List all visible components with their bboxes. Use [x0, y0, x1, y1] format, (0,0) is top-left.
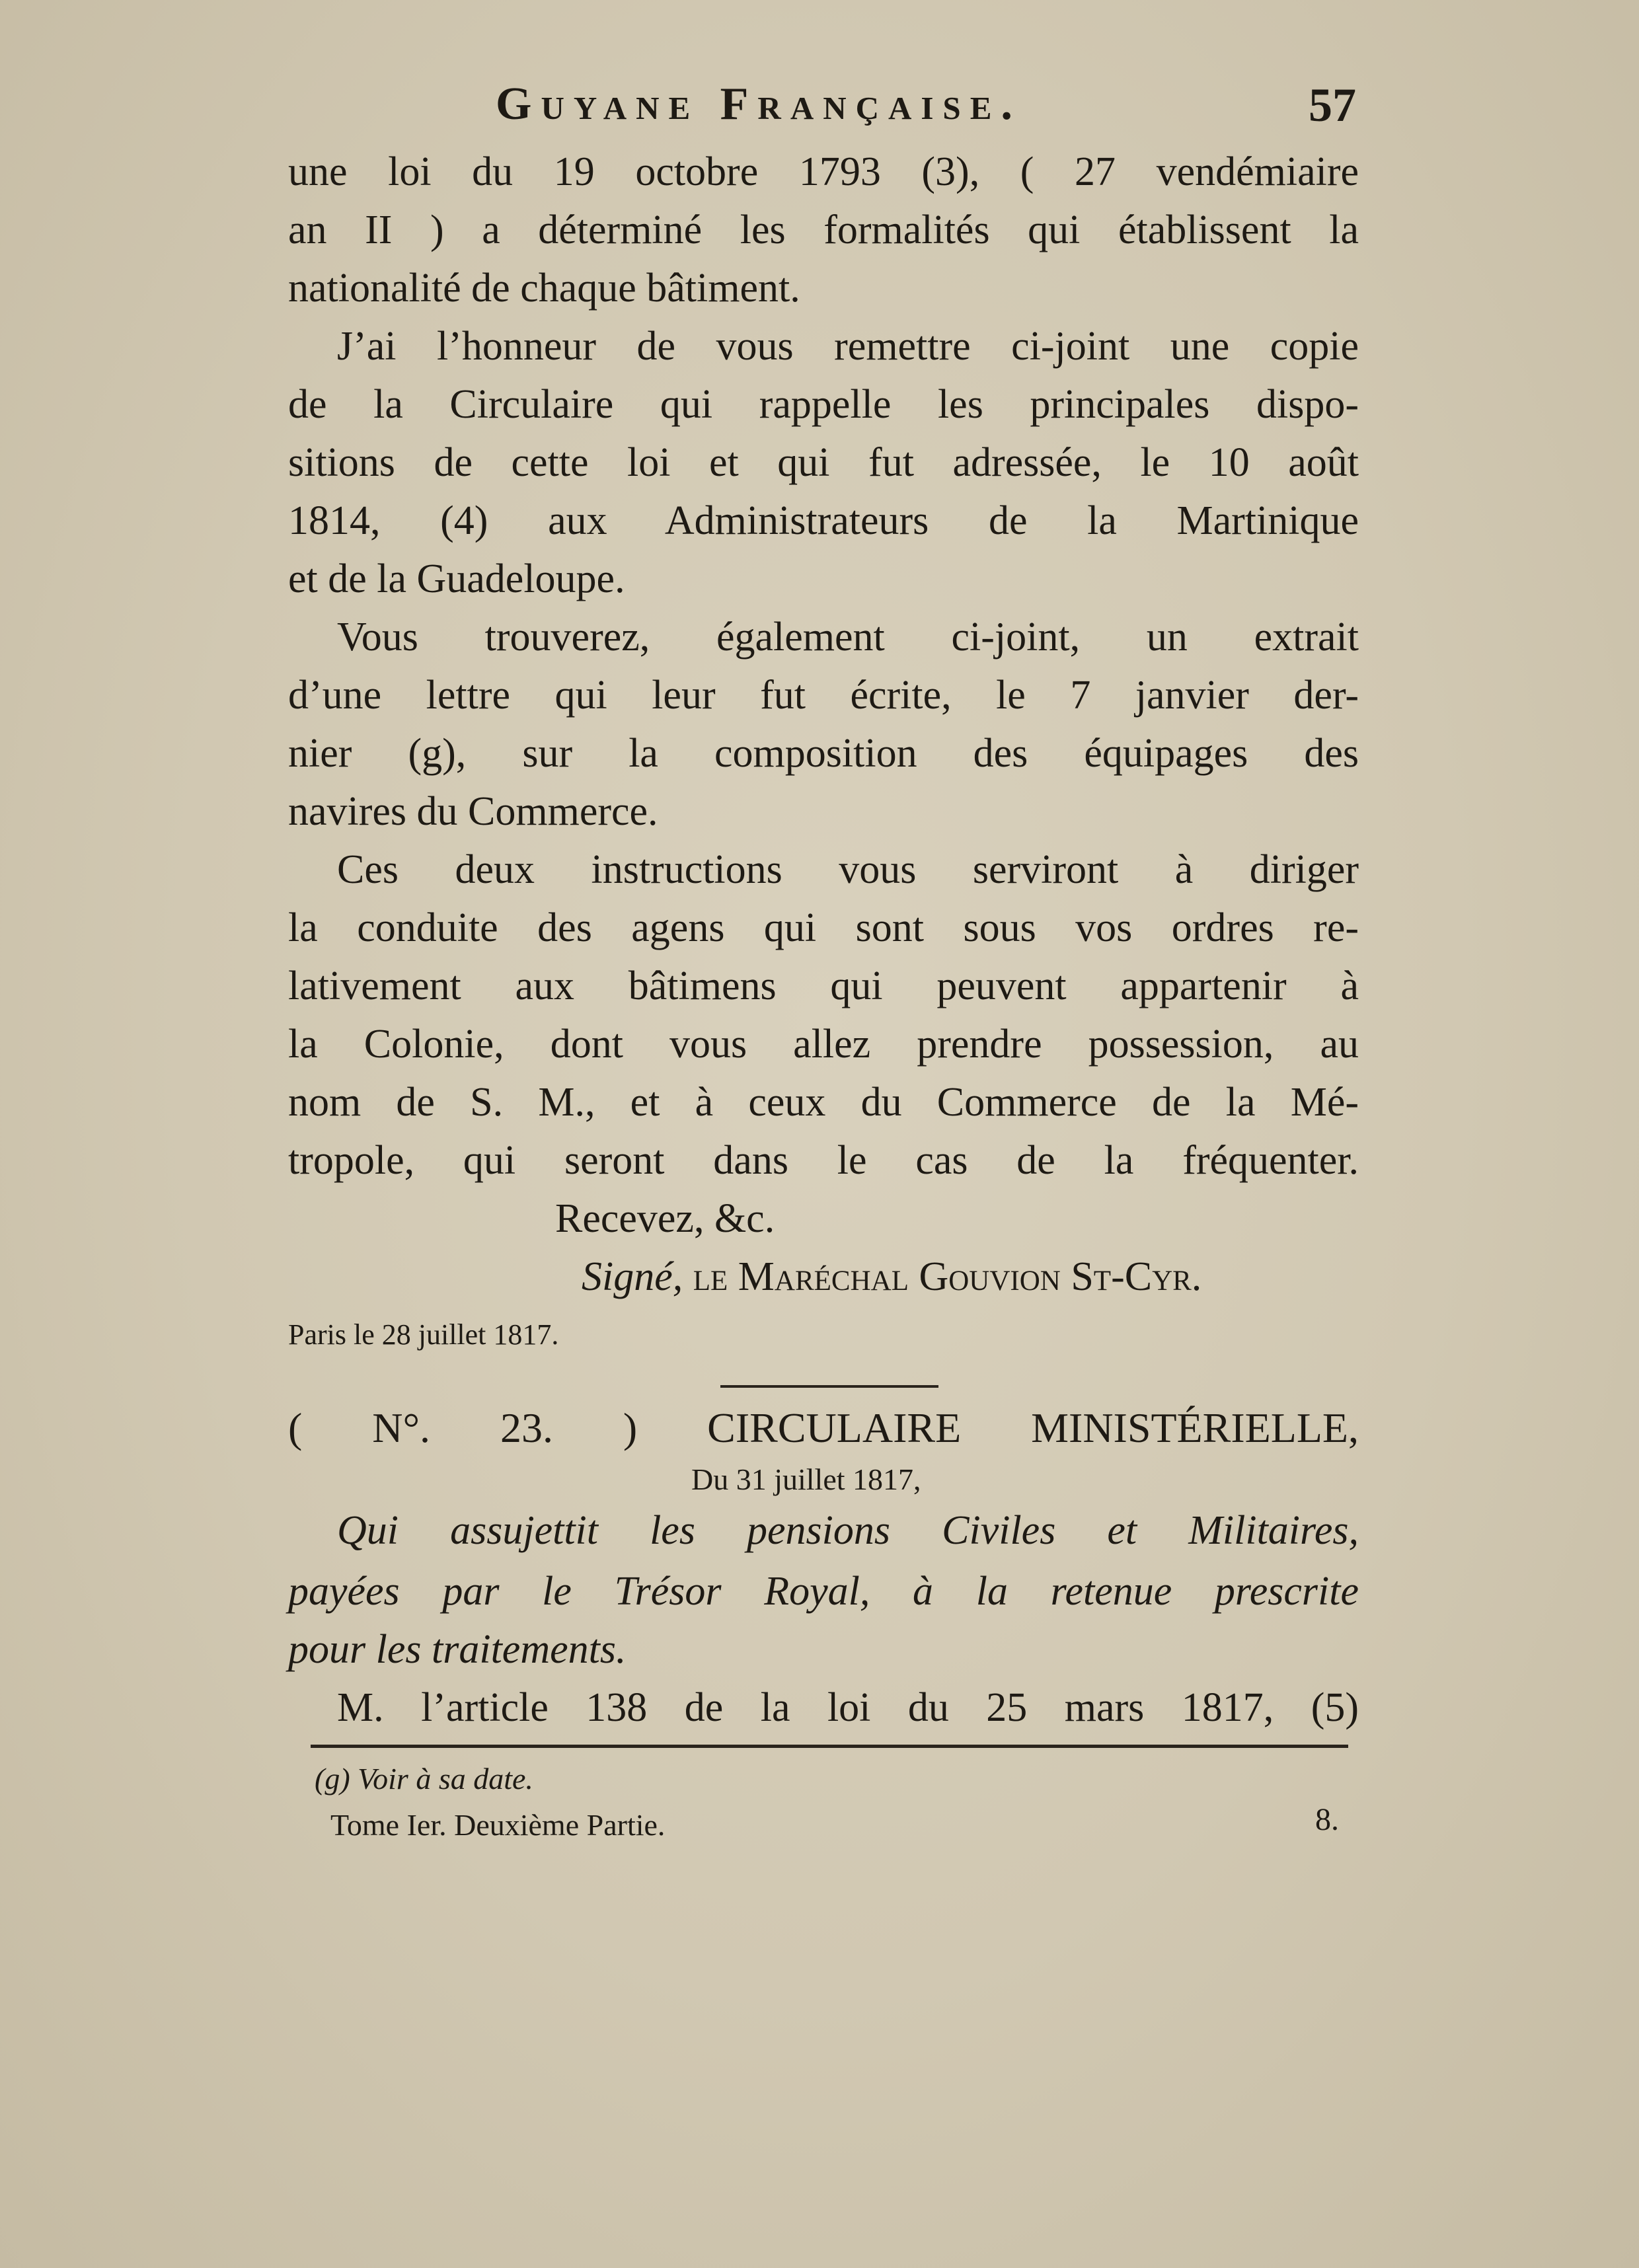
circular-subject-line: payées par le Trésor Royal, à la retenue prescrite: [288, 1569, 1359, 1614]
body-line: J’ai l’honneur de vous remettre ci-joint une copie: [337, 324, 1359, 369]
signature-mark: 8.: [1315, 1802, 1339, 1837]
body-line: sitions de cette loi et qui fut adressée, le 10 août: [288, 440, 1359, 485]
body-line: 1814, (4) aux Administrateurs de la Martinique: [288, 498, 1359, 543]
signed-label: Signé,: [582, 1254, 683, 1299]
section-rule: [720, 1385, 938, 1388]
page-number: 57: [1309, 79, 1356, 132]
body-line: lativement aux bâtimens qui peuvent appartenir à: [288, 964, 1359, 1008]
body-line: la conduite des agens qui sont sous vos ordres re-: [288, 905, 1359, 950]
footnote-rule: [311, 1745, 1348, 1748]
volume-line: Tome Ier. Deuxième Partie.: [330, 1808, 666, 1842]
body-line: nom de S. M., et à ceux du Commerce de la Mé-: [288, 1080, 1359, 1125]
circular-heading: ( N°. 23. ) CIRCULAIRE MINISTÉRIELLE,: [288, 1404, 1359, 1451]
salutation: Recevez, &c.: [555, 1196, 775, 1241]
body-line: Ces deux instructions vous serviront à diriger: [337, 847, 1359, 892]
body-line: d’une lettre qui leur fut écrite, le 7 janvier der-: [288, 673, 1359, 718]
running-title: Guyane Française.: [496, 79, 1022, 130]
signature-line: [582, 1248, 1201, 1306]
body-line: navires du Commerce.: [288, 789, 658, 834]
body-line: de la Circulaire qui rappelle les principales dispo-: [288, 382, 1359, 427]
circular-first-line: M. l’article 138 de la loi du 25 mars 1817, (5): [337, 1685, 1359, 1730]
body-line: Vous trouverez, également ci-joint, un extrait: [337, 615, 1359, 660]
body-line: et de la Guadeloupe.: [288, 556, 625, 601]
place-date: Paris le 28 juillet 1817.: [288, 1318, 559, 1351]
circular-subject-line: Qui assujettit les pensions Civiles et Militaires,: [337, 1508, 1359, 1553]
body-line: la Colonie, dont vous allez prendre possession, au: [288, 1022, 1359, 1067]
footnote-text: (g) Voir à sa date.: [315, 1762, 533, 1796]
body-line: nier (g), sur la composition des équipages des: [288, 731, 1359, 776]
body-line: une loi du 19 octobre 1793 (3), ( 27 vendémiaire: [288, 149, 1359, 194]
signed-name: le Maréchal Gouvion St-Cyr.: [693, 1254, 1202, 1299]
circular-date: Du 31 juillet 1817,: [691, 1462, 921, 1496]
body-line: an II ) a déterminé les formalités qui établissent la: [288, 208, 1359, 252]
body-line: tropole, qui seront dans le cas de la fréquenter.: [288, 1138, 1359, 1183]
body-line: nationalité de chaque bâtiment.: [288, 266, 800, 311]
circular-subject-line: pour les traitements.: [288, 1627, 627, 1672]
